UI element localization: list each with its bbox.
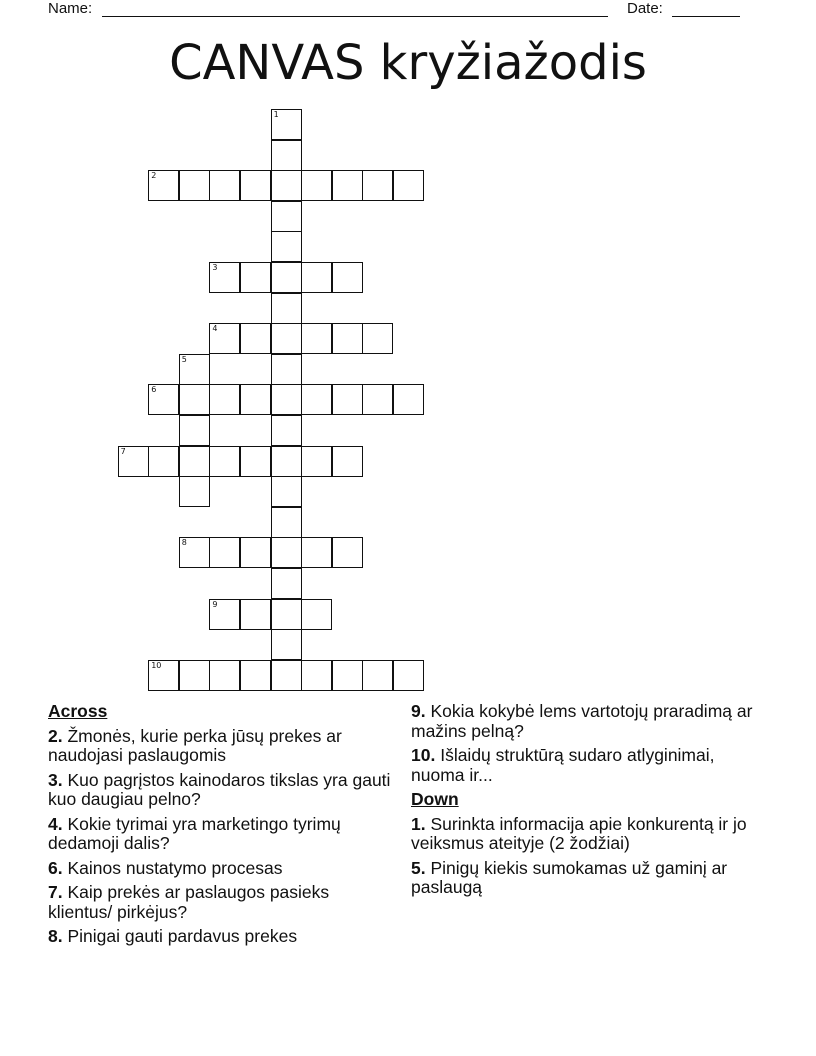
grid-cell[interactable] xyxy=(271,201,302,232)
grid-cell[interactable] xyxy=(179,170,210,201)
grid-cell[interactable] xyxy=(271,629,302,660)
across-clue: 8. Pinigai gauti pardavus prekes xyxy=(48,926,298,946)
grid-cell[interactable] xyxy=(209,384,240,415)
clue-column-left xyxy=(48,702,393,952)
clue-number: 8 xyxy=(181,538,187,548)
grid-cell[interactable] xyxy=(209,446,240,477)
date-label: Date: xyxy=(627,0,663,17)
across-clue: 6. Kainos nustatymo procesas xyxy=(48,857,283,878)
grid-cell[interactable] xyxy=(301,660,332,691)
grid-cell[interactable] xyxy=(240,323,271,354)
grid-cell[interactable] xyxy=(209,262,240,293)
grid-cell[interactable] xyxy=(393,660,424,691)
grid-cell[interactable] xyxy=(148,446,179,477)
clue-number: 1 xyxy=(273,110,279,119)
grid-cell[interactable] xyxy=(240,599,271,630)
down-heading: Down xyxy=(411,789,459,809)
grid-cell[interactable] xyxy=(240,384,271,415)
grid-cell[interactable] xyxy=(332,660,363,691)
grid-cell[interactable] xyxy=(271,140,302,171)
down-clue: 5. Pinigų kiekis sumokamas už gaminį ar paslaugą xyxy=(411,857,728,897)
grid-cell[interactable] xyxy=(209,599,240,630)
across-clue: 4. Kokie tyrimai yra marketingo tyrimų dedamoji dalis? xyxy=(48,813,341,853)
clue-number: 4 xyxy=(212,324,218,334)
grid-cell[interactable] xyxy=(362,660,393,691)
grid-cell[interactable] xyxy=(393,170,424,201)
grid-cell[interactable] xyxy=(209,537,240,568)
grid-cell[interactable] xyxy=(240,170,271,201)
clue-number: 10 xyxy=(151,660,162,670)
grid-cell[interactable] xyxy=(332,323,363,354)
grid-cell[interactable] xyxy=(148,660,179,691)
across-clue: 3. Kuo pagrįstos kainodaros tikslas yra gauti kuo daugiau pelno? xyxy=(48,769,391,809)
grid-cell[interactable] xyxy=(332,170,363,201)
grid-cell[interactable] xyxy=(179,415,210,446)
page-title: CANVAS kryžiažodis xyxy=(169,35,647,91)
grid-cell[interactable] xyxy=(301,262,332,293)
clue-number: 7 xyxy=(120,446,126,456)
grid-cell[interactable] xyxy=(240,262,271,293)
across-clue: 10. Išlaidų struktūrą sudaro atlyginimai, nuoma ir... xyxy=(411,745,715,785)
grid-cell[interactable] xyxy=(179,446,210,477)
grid-cell[interactable] xyxy=(240,660,271,691)
grid-cell[interactable] xyxy=(179,476,210,507)
grid-cell[interactable] xyxy=(332,537,363,568)
grid-cell[interactable] xyxy=(271,354,302,385)
clue-number: 9 xyxy=(212,599,218,609)
across-clue: 9. Kokia kokybė lems vartotojų praradimą ar mažins pelną? xyxy=(411,701,753,741)
grid-cell[interactable] xyxy=(118,446,149,477)
across-clue: 7. Kaip prekės ar paslaugos pasieks klientus/ pirkėjus? xyxy=(48,882,330,922)
grid-cell[interactable] xyxy=(393,384,424,415)
grid-cell[interactable] xyxy=(271,446,302,477)
grid-cell[interactable] xyxy=(148,170,179,201)
grid-cell[interactable] xyxy=(209,660,240,691)
grid-cell[interactable] xyxy=(332,446,363,477)
grid-cell[interactable] xyxy=(179,537,210,568)
grid-cell[interactable] xyxy=(362,323,393,354)
across-heading: Across xyxy=(48,701,108,721)
clue-number: 2 xyxy=(151,171,157,181)
clue-number: 5 xyxy=(181,354,187,364)
clue-number: 3 xyxy=(212,263,218,272)
grid-cell[interactable] xyxy=(271,170,302,201)
grid-cell[interactable] xyxy=(179,384,210,415)
grid-cell[interactable] xyxy=(271,660,302,691)
grid-cell[interactable] xyxy=(209,323,240,354)
grid-cell[interactable] xyxy=(301,170,332,201)
grid-cell[interactable] xyxy=(271,568,302,599)
grid-cell[interactable] xyxy=(301,446,332,477)
grid-cell[interactable] xyxy=(362,170,393,201)
grid-cell[interactable] xyxy=(271,231,302,262)
grid-cell[interactable] xyxy=(271,262,302,293)
grid-cell[interactable] xyxy=(271,507,302,538)
grid-cell[interactable] xyxy=(240,446,271,477)
grid-cell[interactable] xyxy=(271,415,302,446)
grid-cell[interactable] xyxy=(271,109,302,140)
grid-cell[interactable] xyxy=(271,293,302,324)
grid-cell[interactable] xyxy=(271,599,302,630)
grid-cell[interactable] xyxy=(271,476,302,507)
clue-number: 6 xyxy=(151,385,157,395)
grid-cell[interactable] xyxy=(332,384,363,415)
grid-cell[interactable] xyxy=(301,537,332,568)
grid-cell[interactable] xyxy=(301,599,332,630)
across-clue: 2. Žmonės, kurie perka jūsų prekes ar naudojasi paslaugomis xyxy=(48,725,342,765)
down-clue: 1. Surinkta informacija apie konkurentą ir jo veiksmus ateityje (2 žodžiai) xyxy=(411,813,747,853)
grid-cell[interactable] xyxy=(362,384,393,415)
clue-column-right xyxy=(411,702,756,903)
grid-cell[interactable] xyxy=(271,323,302,354)
grid-cell[interactable] xyxy=(271,384,302,415)
grid-cell[interactable] xyxy=(179,660,210,691)
grid-cell[interactable] xyxy=(301,323,332,354)
grid-cell[interactable] xyxy=(179,354,210,385)
grid-cell[interactable] xyxy=(209,170,240,201)
grid-cell[interactable] xyxy=(301,384,332,415)
name-label: Name: xyxy=(48,0,93,17)
grid-cell[interactable] xyxy=(240,537,271,568)
grid-cell[interactable] xyxy=(271,537,302,568)
grid-cell[interactable] xyxy=(148,384,179,415)
grid-cell[interactable] xyxy=(332,262,363,293)
